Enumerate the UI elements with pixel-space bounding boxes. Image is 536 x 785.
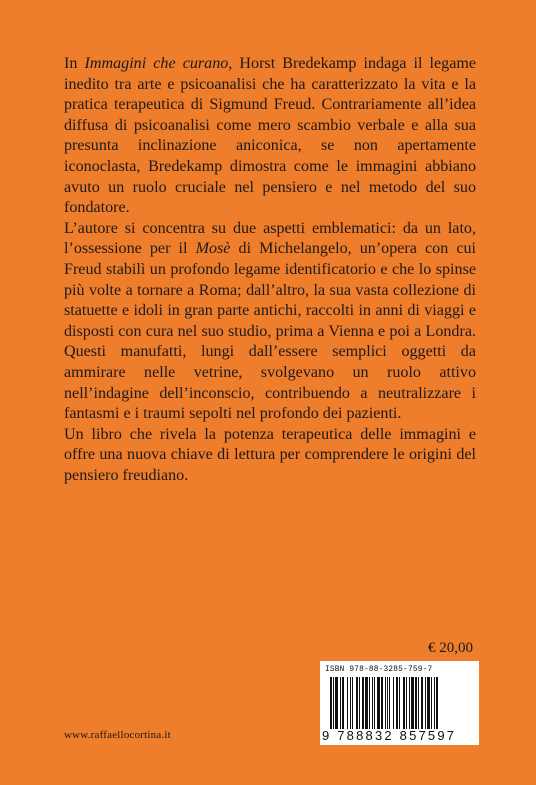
barcode-bar: [362, 677, 364, 729]
barcode-bar: [427, 677, 430, 729]
barcode-bar: [389, 677, 390, 729]
back-cover-blurb: [64, 54, 476, 486]
barcode-bar: [411, 677, 414, 729]
barcode-bar: [415, 677, 417, 729]
barcode-bar: [381, 677, 383, 729]
barcode-bar: [399, 677, 400, 729]
isbn-barcode: [320, 661, 479, 745]
barcode-bar: [333, 677, 334, 729]
barcode-bar: [403, 677, 405, 729]
barcode-bar: [387, 677, 388, 729]
ean-digits: 9 788832 857597: [322, 728, 457, 743]
barcode-bar: [365, 677, 368, 729]
barcode-bar: [421, 677, 423, 729]
barcode-bar: [369, 677, 370, 729]
barcode-bar: [396, 677, 398, 729]
blurb-paragraph-3: Un libro che rivela la potenza terapeutica delle immagini e offre una nuova chiave di lettura per comprendere le origini del pensiero freudiano.: [64, 425, 476, 484]
barcode-bar: [393, 677, 394, 729]
blurb-paragraph-1: [64, 54, 476, 219]
barcode-bars: [330, 677, 472, 729]
blurb-text: di Michelangelo, un’opera con cui Freud stabilì un profondo legame identificatorio e che lo spinse più volte a tornare a Roma; dall’altro, la sua vasta collezione di statuette e idoli in gran parte antichi, raccolti in anni di viaggi e disposti con cura nel suo studio, prima a Vienna e poi a Londra. Questi manufatti, lungi dall’essere semplici oggetti da ammirare nelle vetrine, svolgevano un ruolo attivo nell’indagine dell’inconscio, contribuendo a neutralizzare i fantasmi e i traumi sepolti nel profondo dei pazienti.: [64, 240, 477, 423]
blurb-text: In: [64, 55, 85, 72]
barcode-bar: [436, 677, 438, 729]
barcode-bar: [425, 677, 426, 729]
barcode-bar: [342, 677, 344, 729]
price-label: € 20,00: [428, 640, 473, 656]
barcode-bar: [434, 677, 435, 729]
barcode-bar: [330, 677, 332, 729]
barcode-bar: [372, 677, 373, 729]
barcode-bar: [431, 677, 432, 729]
publisher-website: www.raffaellocortina.it: [64, 729, 171, 741]
barcode-bar: [340, 677, 341, 729]
barcode-bar: [406, 677, 407, 729]
barcode-bar: [335, 677, 338, 729]
isbn-number: ISBN 978-88-3285-759-7: [325, 666, 433, 674]
blurb-paragraph-2: [64, 219, 476, 425]
barcode-bar: [352, 677, 353, 729]
book-title-italic: Immagini che curano: [84, 55, 229, 72]
barcode-bar: [350, 677, 351, 729]
barcode-bar: [347, 677, 348, 729]
blurb-text: , Horst Bredekamp indaga il legame inedito tra arte e psicoanalisi che ha caratterizzato la vita e la pratica terapeutica di Sigmund Freud. Contrariamente all’idea diffusa di psicoanalisi come mero scambio verbale e alla sua presunta inclinazione aniconica, se non apertamente iconoclasta, Bredekamp dimostra come le immagini abbiano avuto un ruolo cruciale nel pensiero e nel metodo del suo fondatore.: [64, 55, 476, 217]
barcode-bar: [409, 677, 410, 729]
barcode-bar: [359, 677, 360, 729]
blurb-text: L’autore si concentra su due aspetti emblematici: da un lato, l’ossessione per il: [64, 219, 476, 258]
artwork-title-italic: Mosè: [195, 240, 231, 258]
barcode-bar: [374, 677, 375, 729]
barcode-bar: [418, 677, 419, 729]
barcode-bar: [385, 677, 386, 729]
barcode-bar: [356, 677, 358, 729]
barcode-bar: [377, 677, 380, 729]
